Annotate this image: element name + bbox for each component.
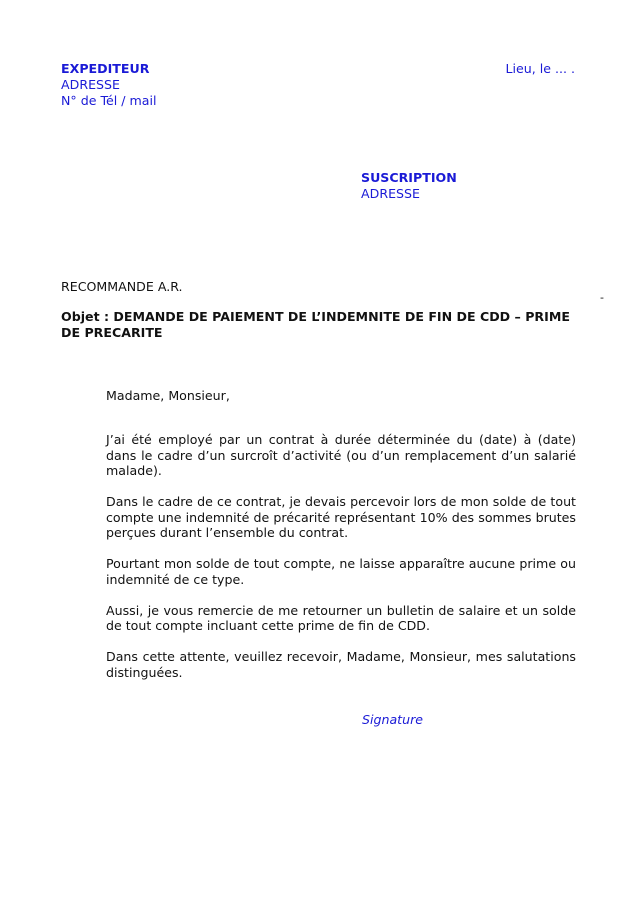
sender-block bbox=[61, 61, 157, 109]
sender-contact: N° de Tél / mail bbox=[61, 93, 157, 108]
body-paragraph: Dans cette attente, veuillez recevoir, Madame, Monsieur, mes salutations distinguées. bbox=[106, 649, 576, 680]
signature: Signature bbox=[362, 712, 424, 727]
sender-name: EXPEDITEUR bbox=[61, 61, 150, 76]
body-paragraph: Aussi, je vous remercie de me retourner un bulletin de salaire et un solde de tout compte incluant cette prime de fin de CDD. bbox=[106, 602, 576, 633]
letter-body bbox=[106, 432, 576, 696]
registered-mail-label: RECOMMANDE A.R. bbox=[61, 279, 183, 294]
recipient-name: SUSCRIPTION bbox=[361, 170, 457, 185]
body-paragraph: Dans le cadre de ce contrat, je devais percevoir lors de mon solde de tout compte une indemnité de précarité représentant 10% des sommes brutes perçues durant l’ensemble du contrat. bbox=[106, 494, 576, 540]
sender-address: ADRESSE bbox=[61, 77, 120, 92]
recipient-block bbox=[361, 170, 457, 202]
salutation: Madame, Monsieur, bbox=[106, 388, 230, 403]
body-paragraph: J’ai été employé par un contrat à durée déterminée du (date) à (date) dans le cadre d’un surcroît d’activité (ou d’un remplacement d’un salarié malade). bbox=[106, 432, 576, 478]
margin-mark: - bbox=[600, 291, 604, 304]
body-paragraph: Pourtant mon solde de tout compte, ne laisse apparaître aucune prime ou indemnité de ce type. bbox=[106, 556, 576, 587]
recipient-address: ADRESSE bbox=[361, 186, 420, 201]
subject-line: Objet : DEMANDE DE PAIEMENT DE L’INDEMNITE DE FIN DE CDD – PRIME DE PRECARITE bbox=[61, 309, 570, 340]
place-date: Lieu, le ... . bbox=[505, 61, 575, 76]
